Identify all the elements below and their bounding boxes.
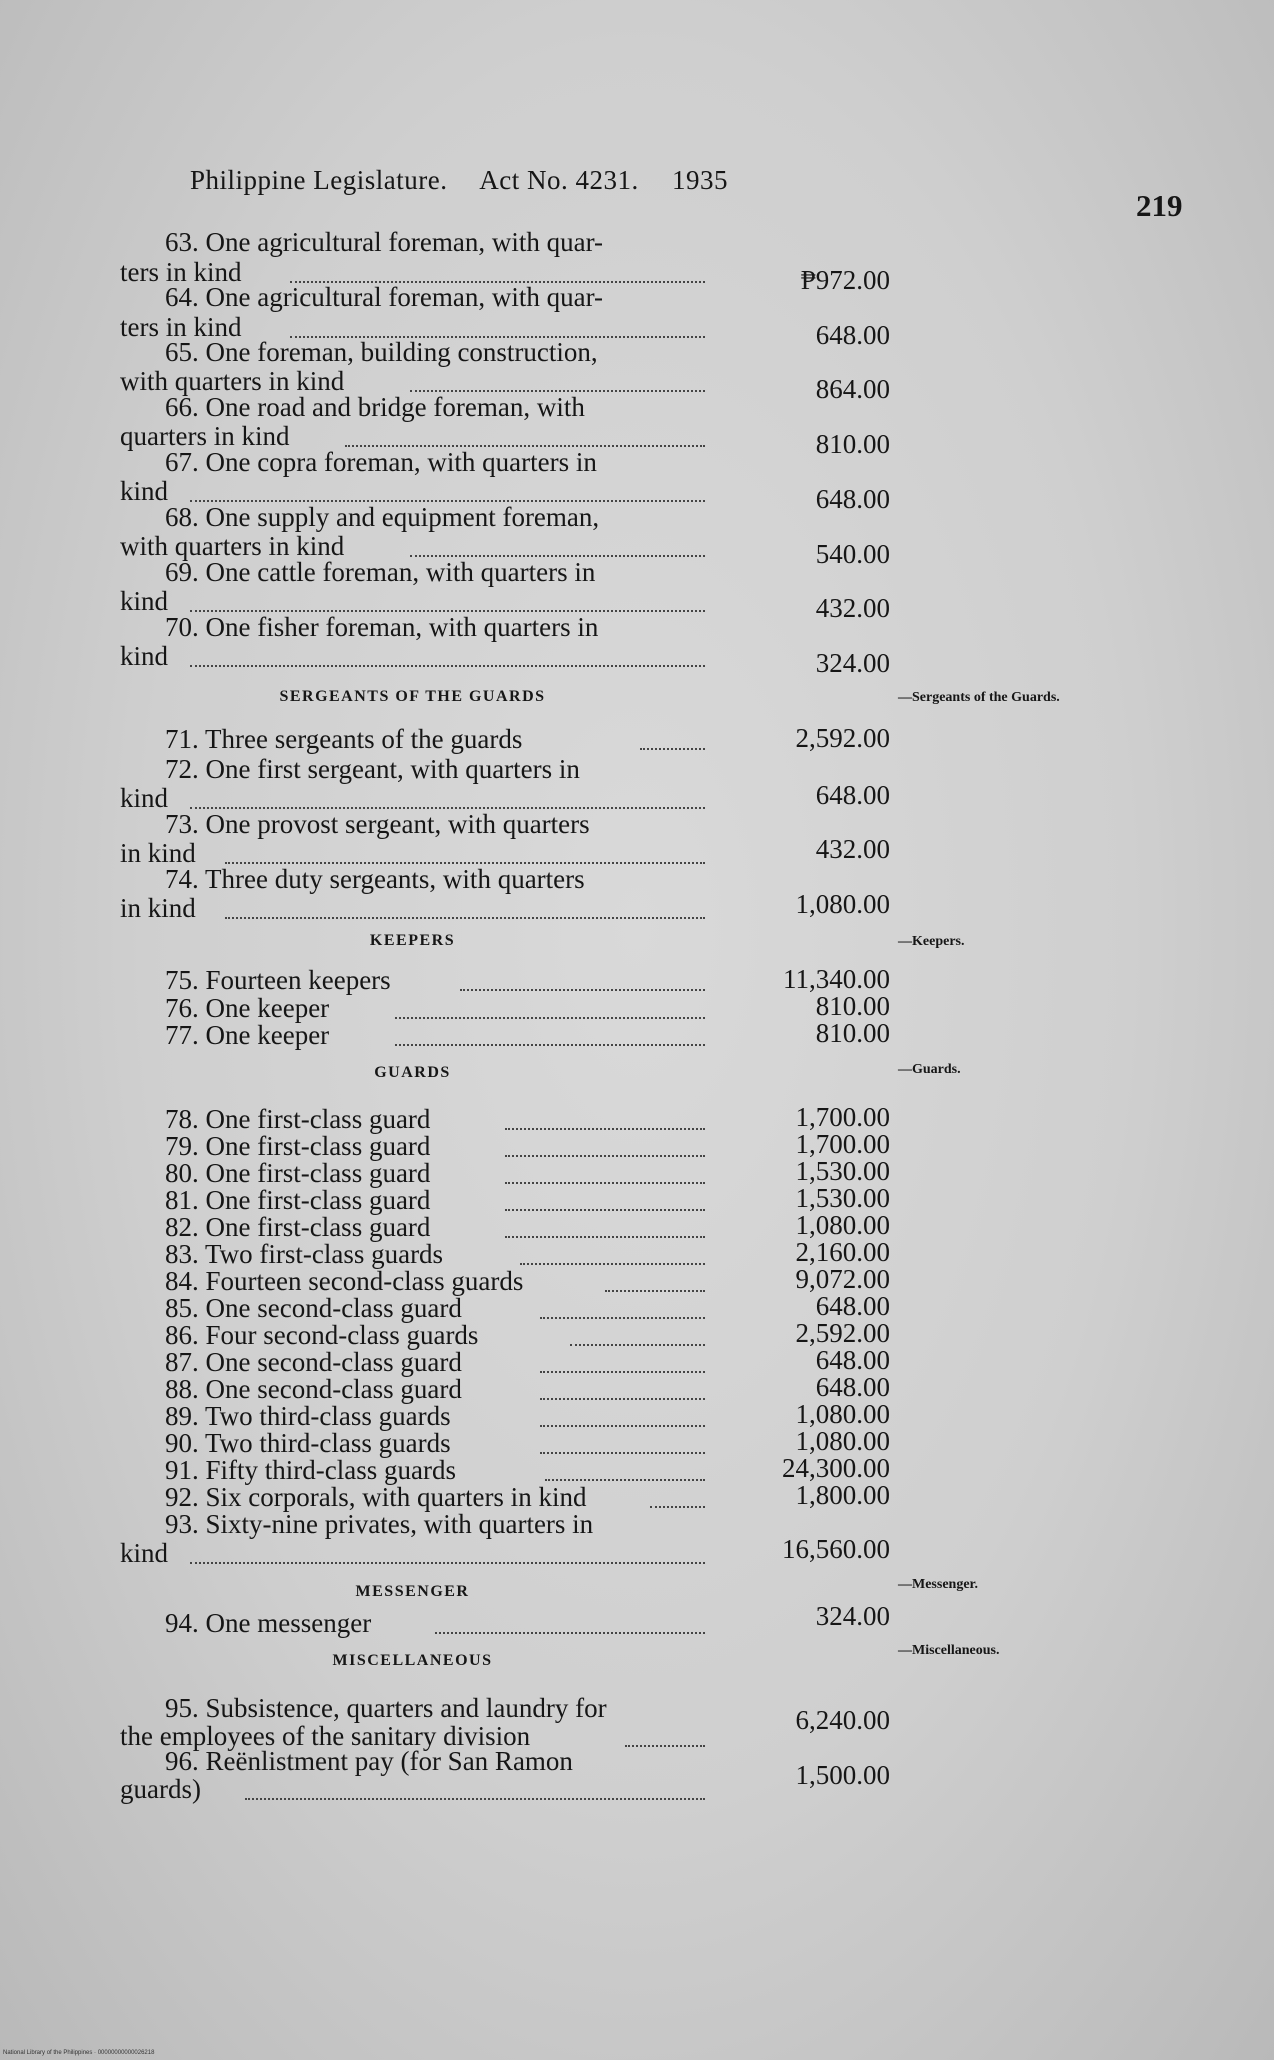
header-act: Act No. 4231. <box>479 165 639 195</box>
item-line <box>120 1509 705 1539</box>
item-text: 65. One foreman, building construction, <box>165 337 598 367</box>
item-text: ters in kind <box>120 312 242 342</box>
item-line <box>120 337 705 367</box>
item-amount: 1,700.00 <box>795 1102 890 1132</box>
item-line <box>120 1239 705 1269</box>
item-line <box>120 754 705 784</box>
item-line-continuation <box>120 1774 705 1804</box>
item-amount: 648.00 <box>815 780 890 810</box>
item-line <box>120 1293 705 1323</box>
item-amount: 24,300.00 <box>782 1453 890 1483</box>
dot-leader <box>190 1562 705 1564</box>
item-line <box>120 1158 705 1188</box>
item-text: 84. Fourteen second-class guards <box>165 1266 524 1296</box>
dot-leader <box>460 989 705 991</box>
dot-leader <box>395 1044 705 1046</box>
item-amount: ₱972.00 <box>800 265 890 295</box>
item-text: 64. One agricultural foreman, with quar- <box>165 282 604 312</box>
footer-scan-credit: National Library of the Philippines · 00000000000026218 <box>3 2050 155 2056</box>
item-text: 96. Reënlistment pay (for San Ramon <box>165 1746 573 1776</box>
item-text: 88. One second-class guard <box>165 1374 462 1404</box>
item-text: 93. Sixty-nine privates, with quarters in <box>165 1509 594 1539</box>
margin-note-keepers: —Keepers. <box>898 934 965 949</box>
item-text: 92. Six corporals, with quarters in kind <box>165 1482 587 1512</box>
item-line <box>120 1212 705 1242</box>
item-amount: 810.00 <box>815 429 890 459</box>
dot-leader <box>395 1017 705 1019</box>
dot-leader <box>505 1209 705 1211</box>
margin-note-guards: —Guards. <box>898 1062 961 1077</box>
dot-leader <box>435 1632 705 1634</box>
page-number: 219 <box>1136 188 1183 223</box>
item-amount: 324.00 <box>815 648 890 678</box>
item-text: 83. Two first-class guards <box>165 1239 444 1269</box>
item-line <box>120 502 705 532</box>
item-amount: 648.00 <box>815 320 890 350</box>
item-amount: 1,080.00 <box>795 1399 890 1429</box>
item-text: 77. One keeper <box>165 1020 330 1050</box>
dot-leader <box>505 1128 705 1130</box>
item-line <box>120 227 705 257</box>
dot-leader <box>225 917 705 919</box>
item-line <box>120 724 705 754</box>
item-text: 91. Fifty third-class guards <box>165 1455 456 1485</box>
item-amount: 6,240.00 <box>795 1705 890 1735</box>
item-text: 76. One keeper <box>165 993 330 1023</box>
section-heading-messenger: MESSENGER <box>355 1583 470 1600</box>
item-line-continuation <box>120 893 705 923</box>
item-amount: 648.00 <box>815 1345 890 1375</box>
item-text: 70. One fisher foreman, with quarters in <box>165 612 599 642</box>
item-line <box>120 557 705 587</box>
dot-leader <box>540 1371 705 1373</box>
item-text: 75. Fourteen keepers <box>165 965 391 995</box>
item-line <box>120 1347 705 1377</box>
item-text: 66. One road and bridge foreman, with <box>165 392 585 422</box>
dot-leader <box>505 1236 705 1238</box>
margin-note-miscellaneous: —Miscellaneous. <box>898 1643 1000 1658</box>
margin-note-messenger: —Messenger. <box>898 1577 978 1592</box>
item-text: 94. One messenger <box>165 1608 372 1638</box>
item-text: kind <box>120 586 169 616</box>
item-amount: 2,592.00 <box>795 723 890 753</box>
item-line <box>120 447 705 477</box>
item-line <box>120 282 705 312</box>
item-amount: 864.00 <box>815 374 890 404</box>
item-amount: 810.00 <box>815 1018 890 1048</box>
item-amount: 1,080.00 <box>795 1426 890 1456</box>
item-text: kind <box>120 1538 169 1568</box>
section-heading-guards: GUARDS <box>374 1064 451 1081</box>
item-text: 90. Two third-class guards <box>165 1428 451 1458</box>
item-text: 73. One provost sergeant, with quarters <box>165 809 590 839</box>
item-line-continuation <box>120 1538 705 1568</box>
item-amount: 1,500.00 <box>795 1760 890 1790</box>
item-text: the employees of the sanitary division <box>120 1721 531 1751</box>
item-line <box>120 1608 705 1638</box>
item-amount: 16,560.00 <box>782 1534 890 1564</box>
item-text: 82. One first-class guard <box>165 1212 431 1242</box>
item-amount: 11,340.00 <box>783 964 890 994</box>
item-text: 68. One supply and equipment foreman, <box>165 502 600 532</box>
item-line <box>120 1131 705 1161</box>
item-text: 89. Two third-class guards <box>165 1401 451 1431</box>
item-line <box>120 1020 705 1050</box>
item-amount: 432.00 <box>815 834 890 864</box>
item-line <box>120 1482 705 1512</box>
item-amount: 648.00 <box>815 484 890 514</box>
item-text: 87. One second-class guard <box>165 1347 462 1377</box>
item-text: ters in kind <box>120 257 242 287</box>
item-text: 72. One first sergeant, with quarters in <box>165 754 580 784</box>
margin-note-sergeants: —Sergeants of the Guards. <box>898 690 1060 705</box>
item-amount: 1,530.00 <box>795 1156 890 1186</box>
item-line <box>120 1185 705 1215</box>
item-text: 80. One first-class guard <box>165 1158 431 1188</box>
item-text: 86. Four second-class guards <box>165 1320 479 1350</box>
dot-leader <box>190 665 705 667</box>
section-heading-keepers: KEEPERS <box>369 932 456 949</box>
item-amount: 648.00 <box>815 1291 890 1321</box>
dot-leader <box>245 1798 705 1800</box>
item-text: 85. One second-class guard <box>165 1293 462 1323</box>
item-text: in kind <box>120 893 196 923</box>
item-amount: 1,530.00 <box>795 1183 890 1213</box>
item-line <box>120 809 705 839</box>
item-line <box>120 612 705 642</box>
item-text: quarters in kind <box>120 421 290 451</box>
item-amount: 2,160.00 <box>795 1237 890 1267</box>
item-line <box>120 1104 705 1134</box>
item-amount: 1,080.00 <box>795 889 890 919</box>
item-line-continuation <box>120 641 705 671</box>
item-line <box>120 1320 705 1350</box>
item-text: 81. One first-class guard <box>165 1185 431 1215</box>
dot-leader <box>545 1479 705 1481</box>
dot-leader <box>505 1155 705 1157</box>
item-text: kind <box>120 641 169 671</box>
dot-leader <box>570 1344 705 1346</box>
item-text: kind <box>120 476 169 506</box>
item-amount: 9,072.00 <box>795 1264 890 1294</box>
item-line <box>120 965 705 995</box>
section-heading-sergeants: SERGEANTS OF THE GUARDS <box>279 688 546 705</box>
item-line <box>120 1428 705 1458</box>
item-text: 95. Subsistence, quarters and laundry for <box>165 1693 607 1723</box>
item-line <box>120 1746 705 1776</box>
item-line <box>120 1401 705 1431</box>
item-amount: 648.00 <box>815 1372 890 1402</box>
section-heading-miscellaneous: MISCELLANEOUS <box>332 1652 493 1669</box>
item-text: 63. One agricultural foreman, with quar- <box>165 227 604 257</box>
item-line <box>120 1455 705 1485</box>
item-line <box>120 1266 705 1296</box>
item-line <box>120 1693 705 1723</box>
item-amount: 2,592.00 <box>795 1318 890 1348</box>
item-amount: 540.00 <box>815 539 890 569</box>
item-text: 79. One first-class guard <box>165 1131 431 1161</box>
item-line <box>120 993 705 1023</box>
item-amount: 324.00 <box>815 1601 890 1631</box>
item-amount: 1,700.00 <box>795 1129 890 1159</box>
item-line <box>120 1374 705 1404</box>
item-text: guards) <box>120 1774 201 1804</box>
dot-leader <box>540 1398 705 1400</box>
item-text: 67. One copra foreman, with quarters in <box>165 447 597 477</box>
item-amount: 1,080.00 <box>795 1210 890 1240</box>
item-text: with quarters in kind <box>120 366 345 396</box>
item-text: with quarters in kind <box>120 531 345 561</box>
item-text: in kind <box>120 838 196 868</box>
header-year: 1935 <box>671 165 728 195</box>
running-header <box>190 165 754 196</box>
item-text: kind <box>120 783 169 813</box>
item-amount: 432.00 <box>815 593 890 623</box>
item-text: 74. Three duty sergeants, with quarters <box>165 864 585 894</box>
dot-leader <box>540 1317 705 1319</box>
item-text: 78. One first-class guard <box>165 1104 431 1134</box>
dot-leader <box>540 1425 705 1427</box>
dot-leader <box>540 1452 705 1454</box>
header-title: Philippine Legislature. <box>190 165 448 195</box>
item-line <box>120 392 705 422</box>
dot-leader <box>520 1263 705 1265</box>
dot-leader <box>505 1182 705 1184</box>
item-line <box>120 864 705 894</box>
item-text: 69. One cattle foreman, with quarters in <box>165 557 596 587</box>
item-text: 71. Three sergeants of the guards <box>165 724 523 754</box>
item-amount: 1,800.00 <box>795 1480 890 1510</box>
item-amount: 810.00 <box>815 991 890 1021</box>
